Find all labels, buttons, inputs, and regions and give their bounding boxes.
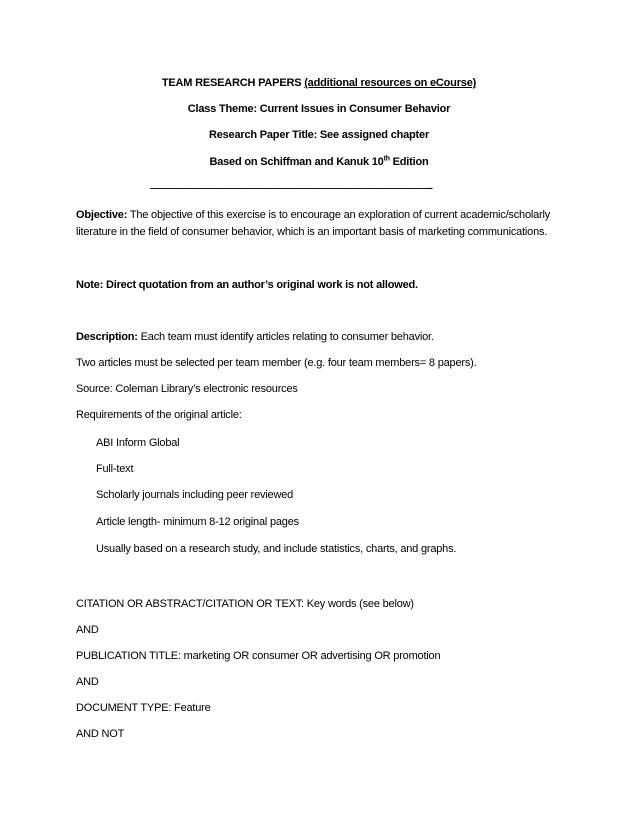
search-citation: CITATION OR ABSTRACT/CITATION OR TEXT: Key words (see below) xyxy=(76,598,414,610)
search-and-2: AND xyxy=(76,676,99,688)
articles-line: Two articles must be selected per team member (e.g. four team members= 8 papers). xyxy=(76,357,477,369)
class-theme: Class Theme: Current Issues in Consumer Behavior xyxy=(187,103,451,115)
note-text: Note: Direct quotation from an author’s original work is not allowed. xyxy=(76,279,418,291)
objective-label: Objective: xyxy=(76,209,128,221)
based-on-edition xyxy=(0,155,638,169)
description-line xyxy=(76,330,434,344)
description-label: Description: xyxy=(76,331,138,343)
title-resources-link[interactable]: (additional resources on eCourse) xyxy=(304,77,477,89)
search-document-type: DOCUMENT TYPE: Feature xyxy=(76,702,211,714)
based-on-prefix: Based on Schiffman and Kanuk 10 xyxy=(209,156,384,168)
source-line: Source: Coleman Library’s electronic resources xyxy=(76,383,298,395)
based-on-suffix: Edition xyxy=(389,156,429,168)
objective-line-1 xyxy=(76,208,550,222)
edition-superscript: th xyxy=(383,155,390,163)
requirement-item: Full-text xyxy=(96,463,134,475)
search-and-not: AND NOT xyxy=(76,728,125,740)
objective-text-1: The objective of this exercise is to encourage an exploration of current academic/scholarly xyxy=(127,209,551,221)
objective-line-2: literature in the field of consumer behavior, which is an important basis of marketing communications. xyxy=(76,226,548,238)
requirement-item: Usually based on a research study, and include statistics, charts, and graphs. xyxy=(96,543,457,555)
search-and-1: AND xyxy=(76,624,99,636)
requirement-item: ABI Inform Global xyxy=(96,437,180,449)
description-text: Each team must identify articles relating to consumer behavior. xyxy=(137,331,434,343)
requirements-heading: Requirements of the original article: xyxy=(76,409,242,421)
title-main: TEAM RESEARCH PAPERS xyxy=(161,77,302,89)
requirement-item: Scholarly journals including peer reviewed xyxy=(96,489,294,501)
search-publication: PUBLICATION TITLE: marketing OR consumer OR advertising OR promotion xyxy=(76,650,441,662)
document-title xyxy=(0,76,638,90)
header-divider: –––––––––––––––––––––––––––––––––––––––––––––––––––––––––––––––-- xyxy=(150,183,433,193)
requirement-item: Article length- minimum 8-12 original pages xyxy=(96,516,299,528)
paper-title: Research Paper Title: See assigned chapter xyxy=(208,129,430,141)
